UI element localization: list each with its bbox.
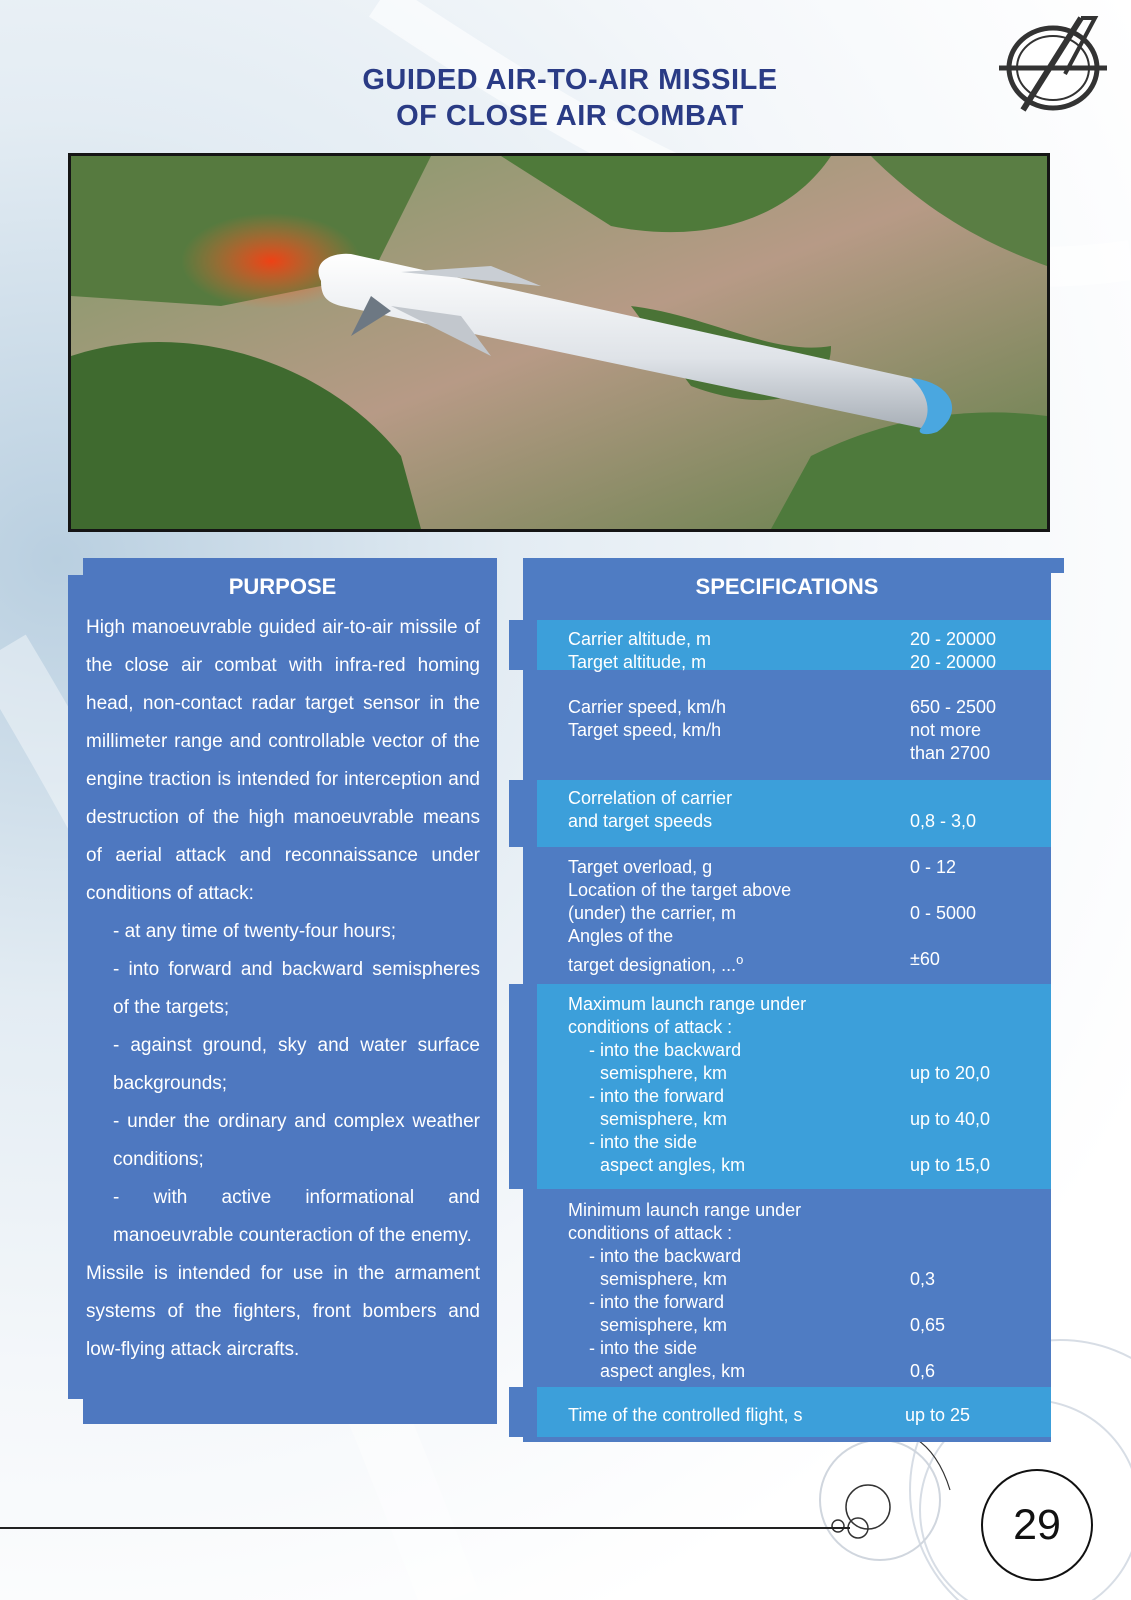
spec-label-group [568,1199,801,1383]
spec-value: up to 15,0 [910,1155,991,1175]
spec-label: Target overload, g [568,857,713,877]
spec-label: conditions of attack : [568,1017,733,1037]
missile-photo [68,153,1050,532]
spec-label: Location of the target above [568,880,792,900]
spec-label: target designation, ... [568,955,737,975]
degree-superscript: o [736,952,744,967]
spec-label: Carrier speed, km/h [568,697,727,717]
spec-label: aspect angles, km [600,1361,746,1381]
spec-label: semisphere, km [600,1315,728,1335]
spec-label: Time of the controlled flight, s [568,1405,803,1425]
page-number: 29 [981,1469,1093,1581]
spec-value: 20 - 20000 [910,652,997,672]
spec-value-group [910,628,996,674]
spec-value: 0,8 - 3,0 [910,811,977,831]
purpose-condition: - into forward and backward semispheres of the targets; [113,959,480,1018]
purpose-intro: High manoeuvrable guided air-to-air missile of the close air combat with infra-red homing head, non-contact radar target sensor in the millimeter range and controllable vector of the engine traction is intended for interception and destruction of the high manoeuvrable means of aerial attack and reconnaissance under conditions of attack: [86,617,480,904]
purpose-condition: - under the ordinary and complex weather conditions; [113,1111,480,1170]
spec-value-group [910,696,996,765]
spec-label: - into the forward [589,1086,725,1106]
spec-value: up to 40,0 [910,1109,991,1129]
spec-label: Angles of the [568,926,674,946]
spec-label: - into the side [589,1132,698,1152]
spec-value: up to 20,0 [910,1063,991,1083]
purpose-closing: Missile is intended for use in the armament systems of the fighters, front bombers and low-flying attack aircrafts. [86,1263,480,1360]
page-title [240,62,900,134]
spec-label: semisphere, km [600,1109,728,1129]
spec-label: Carrier altitude, m [568,629,712,649]
spec-value: 0 - 5000 [910,903,977,923]
title-line-1: GUIDED AIR-TO-AIR MISSILE [362,64,778,96]
spec-label: - into the forward [589,1292,725,1312]
spec-value: 0,6 [910,1361,936,1381]
purpose-heading: PURPOSE [228,574,337,599]
spec-value: 0,65 [910,1315,946,1335]
spec-value: 650 - 2500 [910,697,997,717]
spec-label: Minimum launch range under [568,1200,802,1220]
spec-label: Target altitude, m [568,652,707,672]
spec-value: ±60 [910,949,940,969]
spec-label: - into the backward [589,1040,742,1060]
spec-value: than 2700 [910,743,991,763]
purpose-condition: - at any time of twenty-four hours; [113,921,397,942]
spec-label: (under) the carrier, m [568,903,737,923]
spec-label: semisphere, km [600,1063,728,1083]
spec-label: aspect angles, km [600,1155,746,1175]
spec-label: and target speeds [568,811,713,831]
spec-label: conditions of attack : [568,1223,733,1243]
spec-value: 20 - 20000 [910,629,997,649]
purpose-condition: - against ground, sky and water surface backgrounds; [113,1035,480,1094]
footer-rule [0,1527,850,1529]
spec-label: semisphere, km [600,1269,728,1289]
spec-label-group [568,787,732,833]
spec-value: up to 25 [905,1405,971,1425]
spec-label-group [568,993,806,1177]
spec-label: Maximum launch range under [568,994,807,1014]
specifications-heading: SPECIFICATIONS [695,574,879,599]
spec-label: - into the backward [589,1246,742,1266]
company-emblem-icon [995,14,1111,118]
spec-value: 0 - 12 [910,857,957,877]
spec-label-group [568,696,726,742]
spec-label-group [568,628,711,674]
spec-label-group [568,856,791,977]
spec-label: - into the side [589,1338,698,1358]
title-line-2: OF CLOSE AIR COMBAT [396,100,744,132]
spec-value: 0,3 [910,1269,936,1289]
spec-label: Correlation of carrier [568,788,733,808]
spec-label: Target speed, km/h [568,720,722,740]
purpose-condition: - with active informational and manoeuvrable counteraction of the enemy. [113,1187,480,1246]
spec-value: not more [910,720,982,740]
spec-label-with-sup [568,948,791,977]
purpose-text [86,609,480,1369]
